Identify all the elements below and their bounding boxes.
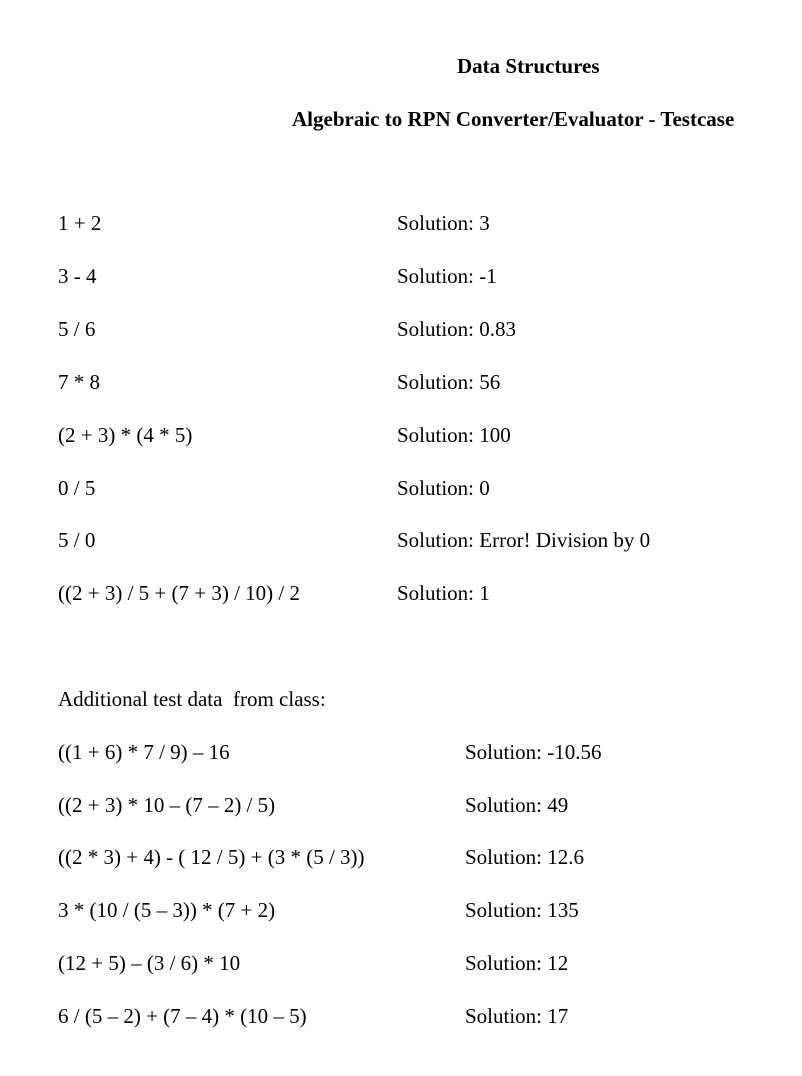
testcase-solution: Solution: -10.56 xyxy=(465,740,602,764)
testcase-expression: ((2 + 3) / 5 + (7 + 3) / 10) / 2 xyxy=(58,581,300,605)
testcase-expression: 1 + 2 xyxy=(58,211,102,235)
testcase-row xyxy=(58,580,778,606)
testcase-row xyxy=(58,527,778,553)
testcase-row xyxy=(58,1003,778,1029)
testcase-row xyxy=(58,897,778,923)
testcase-expression: 5 / 0 xyxy=(58,528,96,552)
testcase-expression: 3 * (10 / (5 – 3)) * (7 + 2) xyxy=(58,898,276,922)
testcase-expression: 7 * 8 xyxy=(58,370,100,394)
testcase-solution: Solution: 12.6 xyxy=(465,845,585,869)
testcase-row xyxy=(58,210,778,236)
document-title: Data Structures xyxy=(457,54,600,78)
testcase-solution: Solution: -1 xyxy=(397,264,497,288)
testcase-expression: ((2 + 3) * 10 – (7 – 2) / 5) xyxy=(58,793,276,817)
testcase-solution: Solution: 17 xyxy=(465,1004,569,1028)
testcase-expression: (2 + 3) * (4 * 5) xyxy=(58,423,193,447)
document-subtitle: Algebraic to RPN Converter/Evaluator - Testcase xyxy=(292,107,735,131)
testcase-row xyxy=(58,844,778,870)
testcase-expression: 5 / 6 xyxy=(58,317,96,341)
testcase-expression: ((2 * 3) + 4) - ( 12 / 5) + (3 * (5 / 3)) xyxy=(58,845,365,869)
testcase-row xyxy=(58,316,778,342)
testcase-expression: (12 + 5) – (3 / 6) * 10 xyxy=(58,951,241,975)
testcase-solution: Solution: 12 xyxy=(465,951,569,975)
testcase-solution: Solution: Error! Division by 0 xyxy=(397,528,651,552)
testcase-expression: 0 / 5 xyxy=(58,476,96,500)
testcase-row xyxy=(58,739,778,765)
testcase-solution: Solution: 3 xyxy=(397,211,490,235)
testcase-solution: Solution: 100 xyxy=(397,423,511,447)
testcase-solution: Solution: 0.83 xyxy=(397,317,517,341)
testcase-row xyxy=(58,369,778,395)
testcase-solution: Solution: 56 xyxy=(397,370,501,394)
testcase-solution: Solution: 49 xyxy=(465,793,569,817)
testcase-row xyxy=(58,792,778,818)
testcase-expression: 6 / (5 – 2) + (7 – 4) * (10 – 5) xyxy=(58,1004,307,1028)
testcase-row xyxy=(58,263,778,289)
testcase-expression: 3 - 4 xyxy=(58,264,97,288)
additional-section-label: Additional test data from class: xyxy=(58,687,326,711)
testcase-solution: Solution: 135 xyxy=(465,898,579,922)
testcase-expression: ((1 + 6) * 7 / 9) – 16 xyxy=(58,740,230,764)
testcase-solution: Solution: 1 xyxy=(397,581,490,605)
testcase-row xyxy=(58,475,778,501)
testcase-row xyxy=(58,422,778,448)
testcase-solution: Solution: 0 xyxy=(397,476,490,500)
testcase-row xyxy=(58,950,778,976)
